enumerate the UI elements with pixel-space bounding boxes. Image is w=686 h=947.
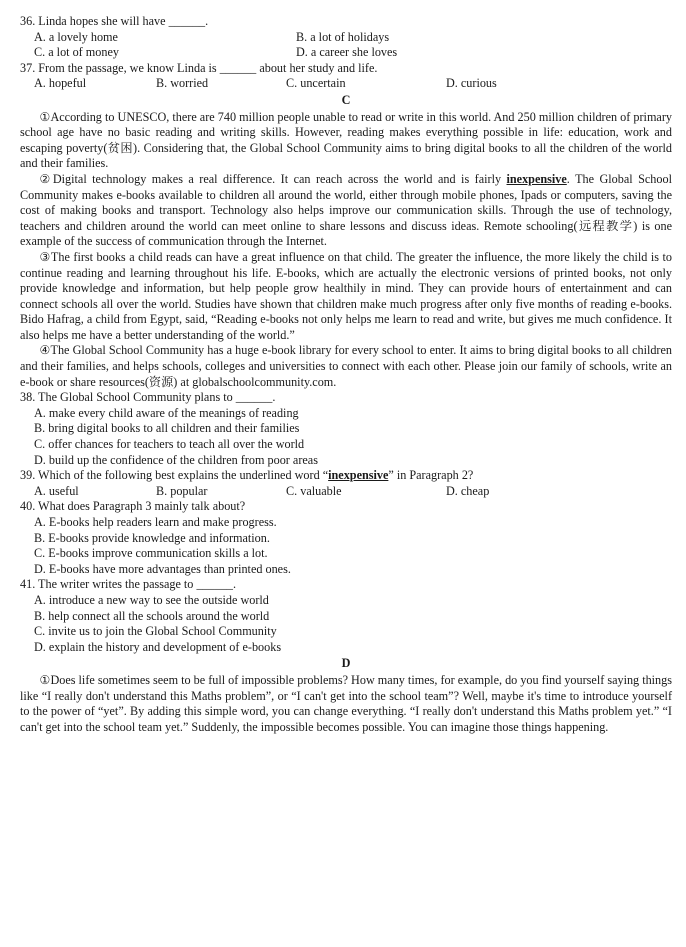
option-41-c: C. invite us to join the Global School Community	[34, 624, 277, 639]
passage-c-paragraph-3: ③The first books a child reads can have a great influence on that child. The greater the influence, the more likely the child is to continue reading and learning throughout his life. E-books, which are actually the electronic versions of printed books, not only provide knowledge and information, but help people grow healthily in mind. They can provide hours of entertainment and can connect schools all over the world. Studies have shown that children make much progress after only five months of reading e-books. Bido Hafrag, a child from Egypt, said, “Reading e-books not only helps me learn to read and write, but gives me much confidence. It also helps me have a better understanding of the world.”	[20, 249, 672, 342]
passage-c-paragraph-2	[20, 172, 672, 250]
option-41-d: D. explain the history and development of e-books	[34, 639, 282, 654]
passage-c-paragraph-1: ①According to UNESCO, there are 740 million people unable to read or write in this world. And 250 million children of primary school age have no basic reading and writing skills. However, reading makes everything possible in life: education, work and escaping poverty(贫困). Considering that, the Global School Community aims to bring digital books to all the children of the world and their families.	[20, 109, 672, 171]
option-40-a: A. E-books help readers learn and make progress.	[34, 515, 277, 529]
passage-d-paragraph-1: ①Does life sometimes seem to be full of impossible problems? How many times, for example, do you find yourself saying things like “I really don't understand this Maths problem”, or “I can't get into the school team”? Well, maybe it's time to introduce yourself to the power of “yet”. By adding this simple word, you can change everything. “I really don't understand this Maths problem yet.” “I can't get into the school team yet.” Suddenly, the impossible becomes possible. You can imagine those things happening.	[20, 672, 672, 734]
option-38-b: B. bring digital books to all children and their families	[34, 421, 300, 436]
option-39-d: D. cheap	[446, 483, 490, 498]
question-38-options	[34, 406, 672, 468]
question-41-stem: 41. The writer writes the passage to ______.	[20, 577, 237, 592]
option-40-b: B. E-books provide knowledge and information.	[34, 530, 270, 545]
underlined-word: inexpensive	[506, 171, 567, 186]
option-40-c: C. E-books improve communication skills a lot.	[34, 546, 268, 561]
option-37-c: C. uncertain	[286, 76, 346, 91]
option-38-a: A. make every child aware of the meanings of reading	[34, 405, 299, 420]
option-38-d: D. build up the confidence of the children from poor areas	[34, 452, 318, 467]
option-37-b: B. worried	[156, 76, 209, 91]
option-39-c: C. valuable	[286, 483, 342, 498]
question-39-stem	[20, 468, 672, 484]
question-41-options	[34, 593, 672, 655]
option-39-b: B. popular	[156, 483, 208, 498]
option-40-d: D. E-books have more advantages than printed ones.	[34, 561, 291, 576]
question-40-options	[34, 515, 672, 577]
option-37-a: A. hopeful	[34, 76, 87, 91]
option-38-c: C. offer chances for teachers to teach all over the world	[34, 437, 305, 452]
question-39-start: 39. Which of the following best explains the underlined word “	[20, 468, 329, 483]
option-39-a: A. useful	[34, 483, 79, 498]
question-36-stem: 36. Linda hopes she will have ______.	[20, 14, 209, 28]
question-38-stem: 38. The Global School Community plans to ______.	[20, 390, 276, 405]
question-39-options	[34, 484, 672, 500]
option-41-b: B. help connect all the schools around the world	[34, 608, 270, 623]
option-37-d: D. curious	[446, 76, 497, 91]
option-41-a: A. introduce a new way to see the outside world	[34, 592, 269, 607]
section-d-heading: D	[341, 656, 351, 671]
option-36-a: A. a lovely home	[34, 29, 118, 44]
option-36-b: B. a lot of holidays	[296, 29, 390, 44]
question-39-word: inexpensive	[328, 468, 389, 483]
option-36-d: D. a career she loves	[296, 45, 398, 60]
section-c-heading: C	[341, 92, 351, 107]
question-37-stem: 37. From the passage, we know Linda is ______ about her study and life.	[20, 60, 378, 75]
passage-c-paragraph-4: ④The Global School Community has a huge e-book library for every school to enter. It aims to bring digital books to all children and their families, and helps schools, colleges and universities to connect with each other. Please join our family of schools, write an e-book or share resources(资源) at globalschoolcommunity.com.	[20, 343, 672, 389]
paragraph-2-start: ②Digital technology makes a real difference. It can reach across the world and is fairly	[39, 171, 507, 186]
question-39-end: ” in Paragraph 2?	[388, 468, 474, 483]
question-40-stem: 40. What does Paragraph 3 mainly talk about?	[20, 499, 246, 514]
paragraph-2-end: . The Global School Community makes e-books available to children all around the world, either through mobile phones, Ipads or computers, saving the cost of making books and transport. Technology also helps improve our communication skills. Through the use of technology, teachers and children around the world can meet online to share lessons and discuss ideas. Remote schooling(远程教学) is one example of the success of communication through the Internet.	[20, 171, 672, 249]
option-36-c: C. a lot of money	[34, 45, 119, 60]
question-36-options	[34, 30, 672, 61]
question-37-options	[34, 76, 672, 92]
